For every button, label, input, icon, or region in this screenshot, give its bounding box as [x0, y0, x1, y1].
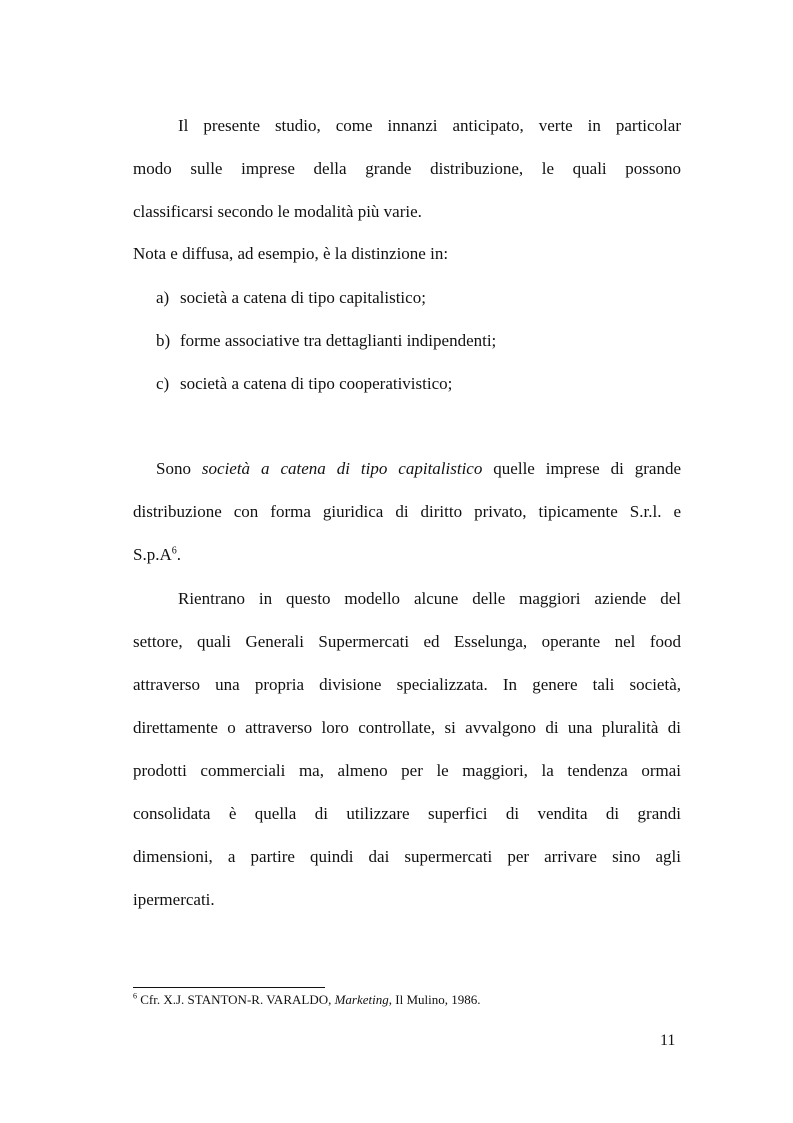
paragraph-2-line-3: [133, 544, 681, 566]
paragraph-2-lead: Sono: [156, 459, 202, 478]
paragraph-3-line-8: ipermercati.: [133, 890, 215, 909]
paragraph-2-italic-term: società a catena di tipo capitalistico: [201, 459, 483, 478]
list-marker: c): [156, 374, 170, 393]
paragraph-3-line-6: consolidata è quella di utilizzare superfici di vendita di grandi: [133, 804, 681, 823]
paragraph-2-tail: quelle imprese di grande: [482, 459, 681, 478]
list-item: [156, 330, 496, 352]
list-marker: b): [156, 331, 171, 350]
paragraph-3-line-4: direttamente o attraverso loro controllate, si avvalgono di una pluralità di: [133, 718, 681, 737]
paragraph-3-line-5: prodotti commerciali ma, almeno per le maggiori, la tendenza ormai: [133, 761, 681, 780]
paragraph-1-line-1: Il presente studio, come innanzi anticipato, verte in particolar: [178, 116, 681, 135]
list-item-text: forme associative tra dettaglianti indipendenti;: [180, 331, 497, 350]
list-item: [156, 287, 426, 309]
list-item-text: società a catena di tipo cooperativistico;: [180, 374, 453, 393]
paragraph-3-line-7: dimensioni, a partire quindi dai supermercati per arrivare sino agli: [133, 847, 681, 866]
paragraph-1-line-2: modo sulle imprese della grande distribuzione, le quali possono: [133, 159, 681, 178]
footnote-number: 6: [133, 991, 137, 1001]
footnote-divider: [133, 987, 325, 988]
footnote-citation: Cfr. X.J. STANTON-R. VARALDO,: [137, 992, 335, 1007]
paragraph-2-line-2: distribuzione con forma giuridica di diritto privato, tipicamente S.r.l. e: [133, 502, 681, 521]
footnote-publisher: , Il Mulino, 1986.: [388, 992, 481, 1007]
footnote-title: Marketing: [334, 992, 389, 1007]
paragraph-2-line-1: [156, 458, 681, 480]
list-intro: Nota e diffusa, ad esempio, è la distinzione in:: [133, 244, 449, 263]
list-item: [156, 373, 452, 395]
paragraph-3-line-3: attraverso una propria divisione specializzata. In genere tali società,: [133, 675, 681, 694]
paragraph-1-line-3: classificarsi secondo le modalità più varie.: [133, 202, 422, 221]
footnote: [133, 992, 480, 1008]
page-number: 11: [660, 1032, 676, 1049]
paragraph-2-company-type: S.p.A: [133, 545, 172, 564]
paragraph-3-line-2: settore, quali Generali Supermercati ed Esselunga, operante nel food: [133, 632, 681, 651]
list-marker: a): [156, 288, 170, 307]
footnote-reference[interactable]: 6: [171, 545, 177, 557]
paragraph-2-period: .: [176, 545, 181, 564]
paragraph-3-line-1: Rientrano in questo modello alcune delle maggiori aziende del: [178, 589, 681, 608]
list-item-text: società a catena di tipo capitalistico;: [180, 288, 426, 307]
